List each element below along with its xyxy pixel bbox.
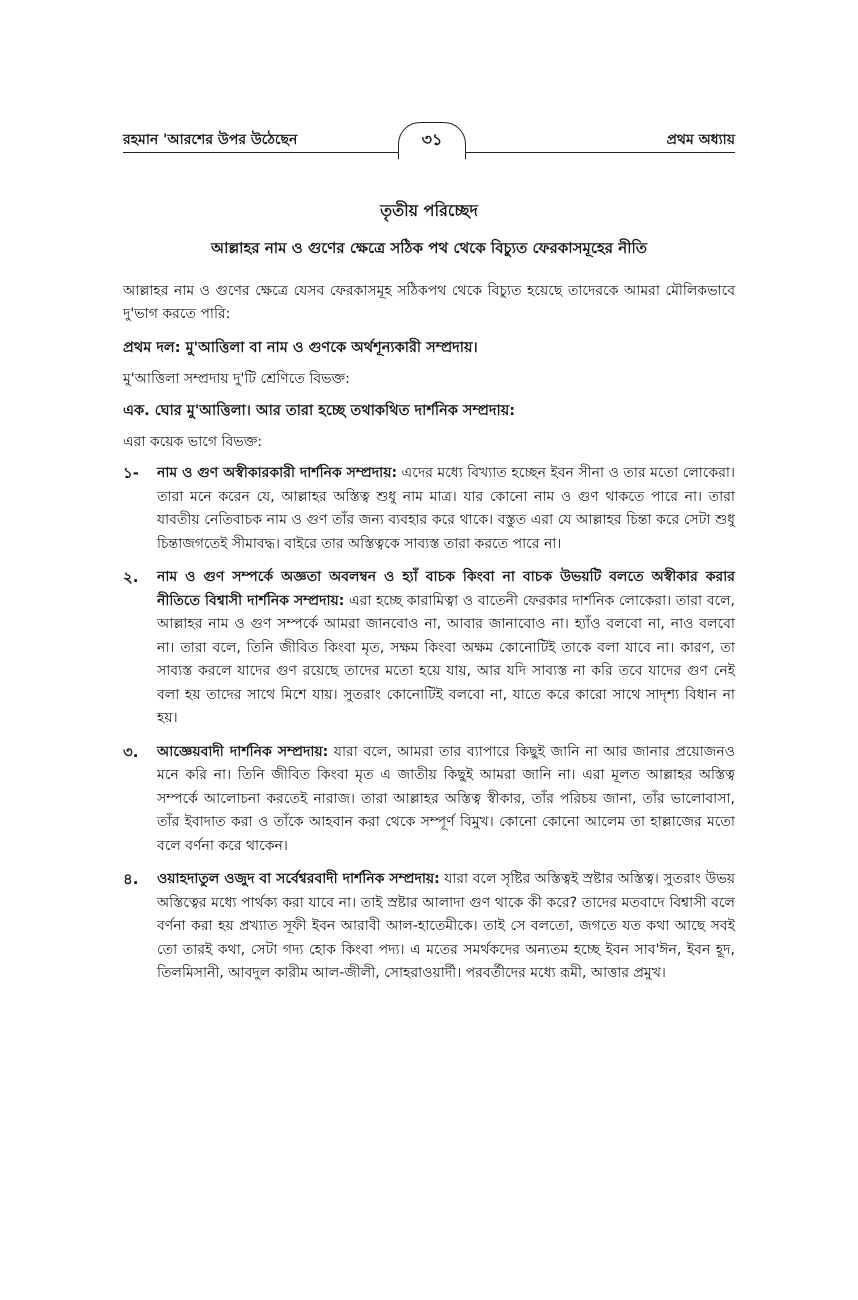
list-item-number: ৩. [123, 742, 139, 761]
list-item [123, 741, 735, 859]
list-item [123, 868, 735, 986]
intro-paragraph: আল্লাহর নাম ও গুণের ক্ষেত্রে যেসব ফেরকাসমূহ সঠিকপথ থেকে বিচ্যুত হয়েছে তাদেরকে আমরা মৌলিকভাবে দু'ভাগ করতে পারি: [123, 283, 735, 322]
numbered-list [123, 462, 735, 986]
list-item-heading: আজ্ঞেয়বাদী দার্শনিক সম্প্রদায়: [157, 743, 329, 760]
page-body [123, 200, 735, 996]
subgroup-description: এরা কয়েক ভাগে বিভক্ত: [123, 434, 263, 450]
list-item [123, 566, 735, 731]
list-item-heading: নাম ও গুণ অস্বীকারকারী দার্শনিক সম্প্রদায়: [157, 465, 398, 481]
section-heading: আল্লাহর নাম ও গুণের ক্ষেত্রে সঠিক পথ থেকে বিচ্যুত ফেরকাসমূহের নীতি [210, 239, 648, 257]
running-head-right: প্রথম অধ্যায় [666, 132, 735, 148]
page-header [123, 122, 735, 162]
chapter-title: তৃতীয় পরিচ্ছেদ [380, 201, 478, 220]
first-group-heading: প্রথম দল: মু'আত্তিলা বা নাম ও গুণকে অর্থশূন্যকারী সম্প্রদায়। [123, 340, 478, 356]
list-item-text: যারা বলে সৃষ্টির অস্তিত্বই স্রষ্টার অস্তিত্ব। সুতরাং উভয় অস্তিত্বের মধ্যে পার্থক্য করা যাবে না। তাই স্রষ্টার আলাদা গুণ থাকে কী করে? তাদের মতবাদে বিশ্বাসী বলে বর্ণনা করা হয় প্রখ্যাত সূফী ইবন আরাবী আল-হাতেমীকে। তাই সে বলতো, জগতে যত কথা আছে সবই তো তারই কথা, সেটা গদ্য হোক কিংবা পদ্য। এ মতের সমর্থকদের অন্যতম হচ্ছে ইবন সাব'ঈন, ইবন হূদ, তিলমিসানী, আবদুল কারীম আল-জীলী, সোহরাওয়ার্দী। পরবর্তীদের মধ্যে রূমী, আত্তার প্রমুখ। [157, 871, 736, 981]
list-item-text: এদের মধ্যে বিখ্যাত হচ্ছেন ইবন সীনা ও তার মতো লোকেরা। তারা মনে করেন যে, আল্লাহর অস্তিত্ব শুধু নাম মাত্র। যার কোনো নাম ও গুণ থাকতে পারে না। তারা যাবতীয় নেতিবাচক নাম ও গুণ তাঁর জন্য ব্যবহার করে থাকে। বস্তুত এরা যে আল্লাহর চিন্তা করে সেটা শুধু চিন্তাজগতেই সীমাবদ্ধ। বাইরে তার অস্তিত্বকে সাব্যস্ত তারা করতে পারে না। [157, 465, 735, 552]
list-item-text: যারা বলে, আমরা তার ব্যাপারে কিছুই জানি না আর জানার প্রয়োজনও মনে করি না। তিনি জীবিত কিংবা মৃত এ জাতীয় কিছুই আমরা জানি না। এরা মূলত আল্লাহর অস্তিত্ব সম্পর্কে আলোচনা করতেই নারাজ। তারা আল্লাহর অস্তিত্ব স্বীকার, তাঁর পরিচয় জানা, তাঁর ভালোবাসা, তাঁর ইবাদাত করা ও তাঁকে আহবান করা থেকে সম্পূর্ণ বিমুখ। কোনো কোনো আলেম তা হাল্লাজের মতো বলে বর্ণনা করে থাকেন। [157, 743, 735, 854]
list-item-heading: ওয়াহদাতুল ওজুদ বা সর্বেশ্বরবাদী দার্শনিক সম্প্রদায়: [157, 871, 440, 887]
list-item-number: ৪. [123, 870, 139, 888]
first-group-description: মু'আত্তিলা সম্প্রদায় দু'টি শ্রেণিতে বিভক্ত: [123, 371, 350, 387]
page-number: ৩১ [398, 122, 466, 159]
list-item-number: ২. [123, 568, 139, 586]
list-item-heading: নাম ও গুণ সম্পর্কে অজ্ঞতা অবলম্বন ও হ্যাঁ বাচক কিংবা না বাচক উভয়টি বলতে অস্বীকার করার নীতিতে বিশ্বাসী দার্শনিক সম্প্রদায়: [157, 569, 735, 609]
list-item-text: এরা হচ্ছে কারামিত্বা ও বাতেনী ফেরকার দার্শনিক লোকেরা। তারা বলে, আল্লাহর নাম ও গুণ সম্পর্কে আমরা জানবোও না, আবার জানাবোও না। হ্যাঁও বলবো না, নাও বলবো না। তারা বলে, তিনি জীবিত কিংবা মৃত, সক্ষম কিংবা অক্ষম কোনোটিই তাকে বলা যাবে না। কারণ, তা সাব্যস্ত করলে যাদের গুণ রয়েছে তাদের মতো হয়ে যায়, আর যদি সাব্যস্ত না করি তবে যাদের গুণ নেই বলা হয় তাদের সাথে মিশে যায়। সুতরাং কোনোটিই বলবো না, যাতে করে কারো সাথে সাদৃশ্য বিধান না হয়। [157, 592, 735, 726]
subgroup-heading: এক. ঘোর মু'আত্তিলা। আর তারা হচ্ছে তথাকথিত দার্শনিক সম্প্রদায়: [123, 403, 516, 419]
list-item-number: ১- [123, 464, 139, 482]
running-head-left: রহমান 'আরশের উপর উঠেছেন [123, 132, 298, 148]
list-item [123, 462, 735, 556]
